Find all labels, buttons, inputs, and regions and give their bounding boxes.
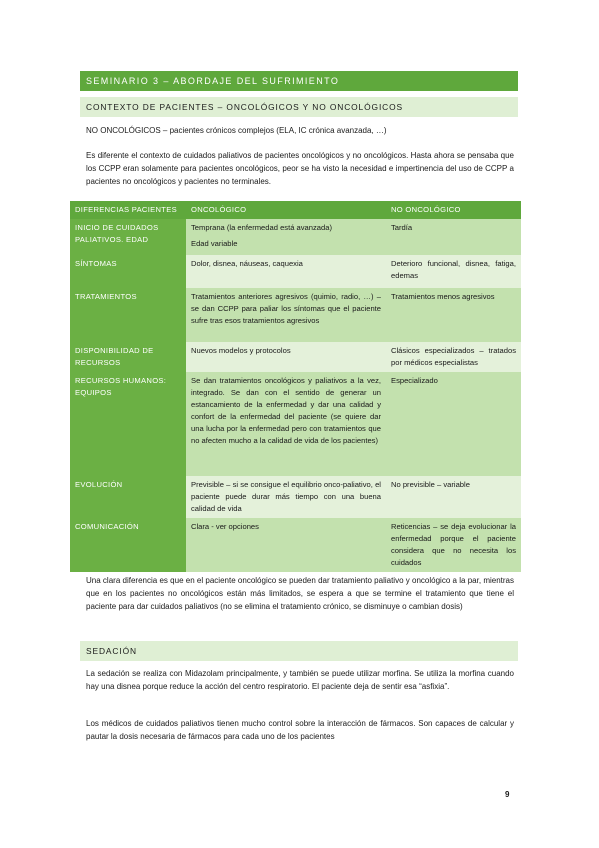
no-onco-cell: No previsible – variable — [386, 476, 521, 518]
section-title: SEMINARIO 3 – ABORDAJE DEL SUFRIMIENTO — [80, 71, 518, 91]
no-onco-cell: Reticencias – se deja evolucionar la enfermedad porque el paciente considera que no necesita los cuidados — [386, 518, 521, 572]
sedation-paragraph-2: Los médicos de cuidados paliativos tienen mucho control sobre la interacción de fármacos. Son capaces de calcular y pautar la dosis necesaria de fármacos para cada uno de los pacientes — [86, 719, 514, 741]
context-heading: CONTEXTO DE PACIENTES – ONCOLÓGICOS Y NO ONCOLÓGICOS — [80, 97, 518, 117]
no-onco-cell: Deterioro funcional, disnea, fatiga, edemas — [386, 255, 521, 288]
row-label: TRATAMIENTOS — [70, 288, 186, 342]
onco-cell-extra: Edad variable — [191, 239, 238, 248]
table-row — [70, 372, 521, 476]
no-onco-cell: Tratamientos menos agresivos — [386, 288, 521, 342]
table-row — [70, 476, 521, 518]
table-header: ONCOLÓGICO — [186, 201, 386, 219]
no-onco-cell: Clásicos especializados – tratados por médicos especialistas — [386, 342, 521, 372]
table-row — [70, 255, 521, 288]
no-onco-cell: Especializado — [386, 372, 521, 476]
onco-cell: Tratamientos anteriores agresivos (quimio, radio, …) – se dan CCPP para paliar los síntomas que el paciente sufre tras esos tratamientos agresivos — [186, 288, 386, 342]
table-row — [70, 219, 521, 255]
row-label: RECURSOS HUMANOS: EQUIPOS — [70, 372, 186, 476]
intro-paragraph: Es diferente el contexto de cuidados paliativos de pacientes oncológicos y no oncológicos. Hasta ahora se pensaba que los CCPP eran solamente para pacientes oncológicos, peor se ha visto la necesidad e impertinencia del uso de CCPP a pacientes no oncológicos y pacientes no terminales. — [86, 151, 514, 186]
sedation-heading: SEDACIÓN — [80, 641, 518, 661]
onco-cell-text: Temprana (la enfermedad está avanzada) — [191, 223, 332, 232]
table-row — [70, 342, 521, 372]
onco-cell: Previsible – si se consigue el equilibrio onco-paliativo, el paciente puede durar más tiempo con una buena calidad de vida — [186, 476, 386, 518]
table-header: DIFERENCIAS PACIENTES — [70, 201, 186, 219]
onco-cell: Nuevos modelos y protocolos — [186, 342, 386, 372]
no-onco-line: NO ONCOLÓGICOS – pacientes crónicos complejos (ELA, IC crónica avanzada, …) — [86, 126, 387, 135]
differences-table — [70, 201, 521, 572]
onco-cell — [186, 219, 386, 255]
row-label: INICIO DE CUIDADOS PALIATIVOS. EDAD — [70, 219, 186, 255]
sedation-paragraph-1: La sedación se realiza con Midazolam principalmente, y también se puede utilizar morfina. Se utiliza la morfina cuando hay una disnea porque reduce la acción del centro respiratorio. El paciente deja de sentir esa “asfixia”. — [86, 669, 514, 691]
onco-cell: Se dan tratamientos oncológicos y paliativos a la vez, integrado. Se dan con el sentido de generar un estancamiento de la enfermedad y dar una calidad y confort de la enfermedad del paciente (se quiere dar una lucha por la enfermedad pero con tratamientos que no afecten mucho a la calidad de vida de los pacientes) — [186, 372, 386, 476]
row-label: EVOLUCIÓN — [70, 476, 186, 518]
onco-cell: Clara - ver opciones — [186, 518, 386, 572]
row-label: DISPONIBILIDAD DE RECURSOS — [70, 342, 186, 372]
table-header: NO ONCOLÓGICO — [386, 201, 521, 219]
table-header-row — [70, 201, 521, 219]
table-row — [70, 518, 521, 572]
row-label: SÍNTOMAS — [70, 255, 186, 288]
after-table-paragraph: Una clara diferencia es que en el paciente oncológico se pueden dar tratamiento paliativo y oncológico a la par, mientras que en los pacientes no oncológicos están más limitados, se espera a que se termine el tratamiento que tiene el paciente para dar cuidados paliativos (no se elimina el tratamiento crónico, se disminuye o cambian dosis) — [86, 576, 514, 611]
page-number: 9 — [505, 790, 510, 799]
onco-cell: Dolor, disnea, náuseas, caquexia — [186, 255, 386, 288]
table-row — [70, 288, 521, 342]
no-onco-cell: Tardía — [386, 219, 521, 255]
row-label: COMUNICACIÓN — [70, 518, 186, 572]
